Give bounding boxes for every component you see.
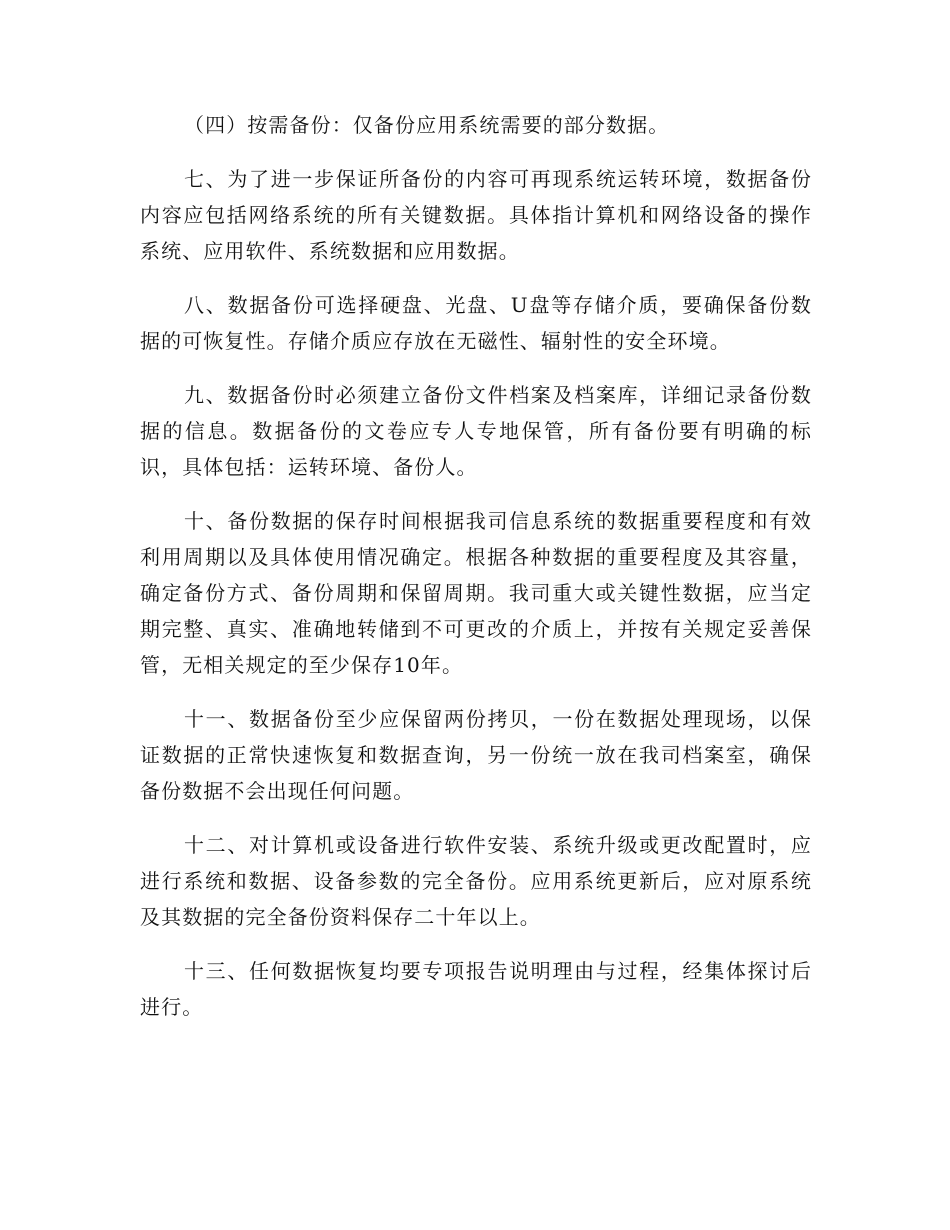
paragraph-backup-on-demand: （四）按需备份：仅备份应用系统需要的部分数据。 <box>184 113 670 137</box>
paragraph-eleven: 十一、数据备份至少应保留两份拷贝，一份在数据处理现场，以保证数据的正常快速恢复和数据查询，另一份统一放在我司档案室，确保备份数据不会出现任何问题。 <box>140 707 812 803</box>
paragraph-ten: 十、备份数据的保存时间根据我司信息系统的数据重要程度和有效利用周期以及具体使用情况确定。根据各种数据的重要程度及其容量，确定备份方式、备份周期和保留周期。我司重大或关键性数据，应当定期完整、真实、准确地转储到不可更改的介质上，并按有关规定妥善保管，无相关规定的至少保存10年。 <box>140 509 812 677</box>
paragraph-twelve: 十二、对计算机或设备进行软件安装、系统升级或更改配置时，应进行系统和数据、设备参数的完全备份。应用系统更新后，应对原系统及其数据的完全备份资料保存二十年以上。 <box>140 833 812 929</box>
paragraph-eight: 八、数据备份可选择硬盘、光盘、U盘等存储介质，要确保备份数据的可恢复性。存储介质应存放在无磁性、辐射性的安全环境。 <box>140 293 812 353</box>
paragraph-nine: 九、数据备份时必须建立备份文件档案及档案库，详细记录备份数据的信息。数据备份的文卷应专人专地保管，所有备份要有明确的标识，具体包括：运转环境、备份人。 <box>140 383 812 479</box>
paragraph-thirteen: 十三、任何数据恢复均要专项报告说明理由与过程，经集体探讨后进行。 <box>140 959 812 1019</box>
document-body <box>140 107 812 1043</box>
paragraph-seven: 七、为了进一步保证所备份的内容可再现系统运转环境，数据备份内容应包括网络系统的所有关键数据。具体指计算机和网络设备的操作系统、应用软件、系统数据和应用数据。 <box>140 167 812 263</box>
